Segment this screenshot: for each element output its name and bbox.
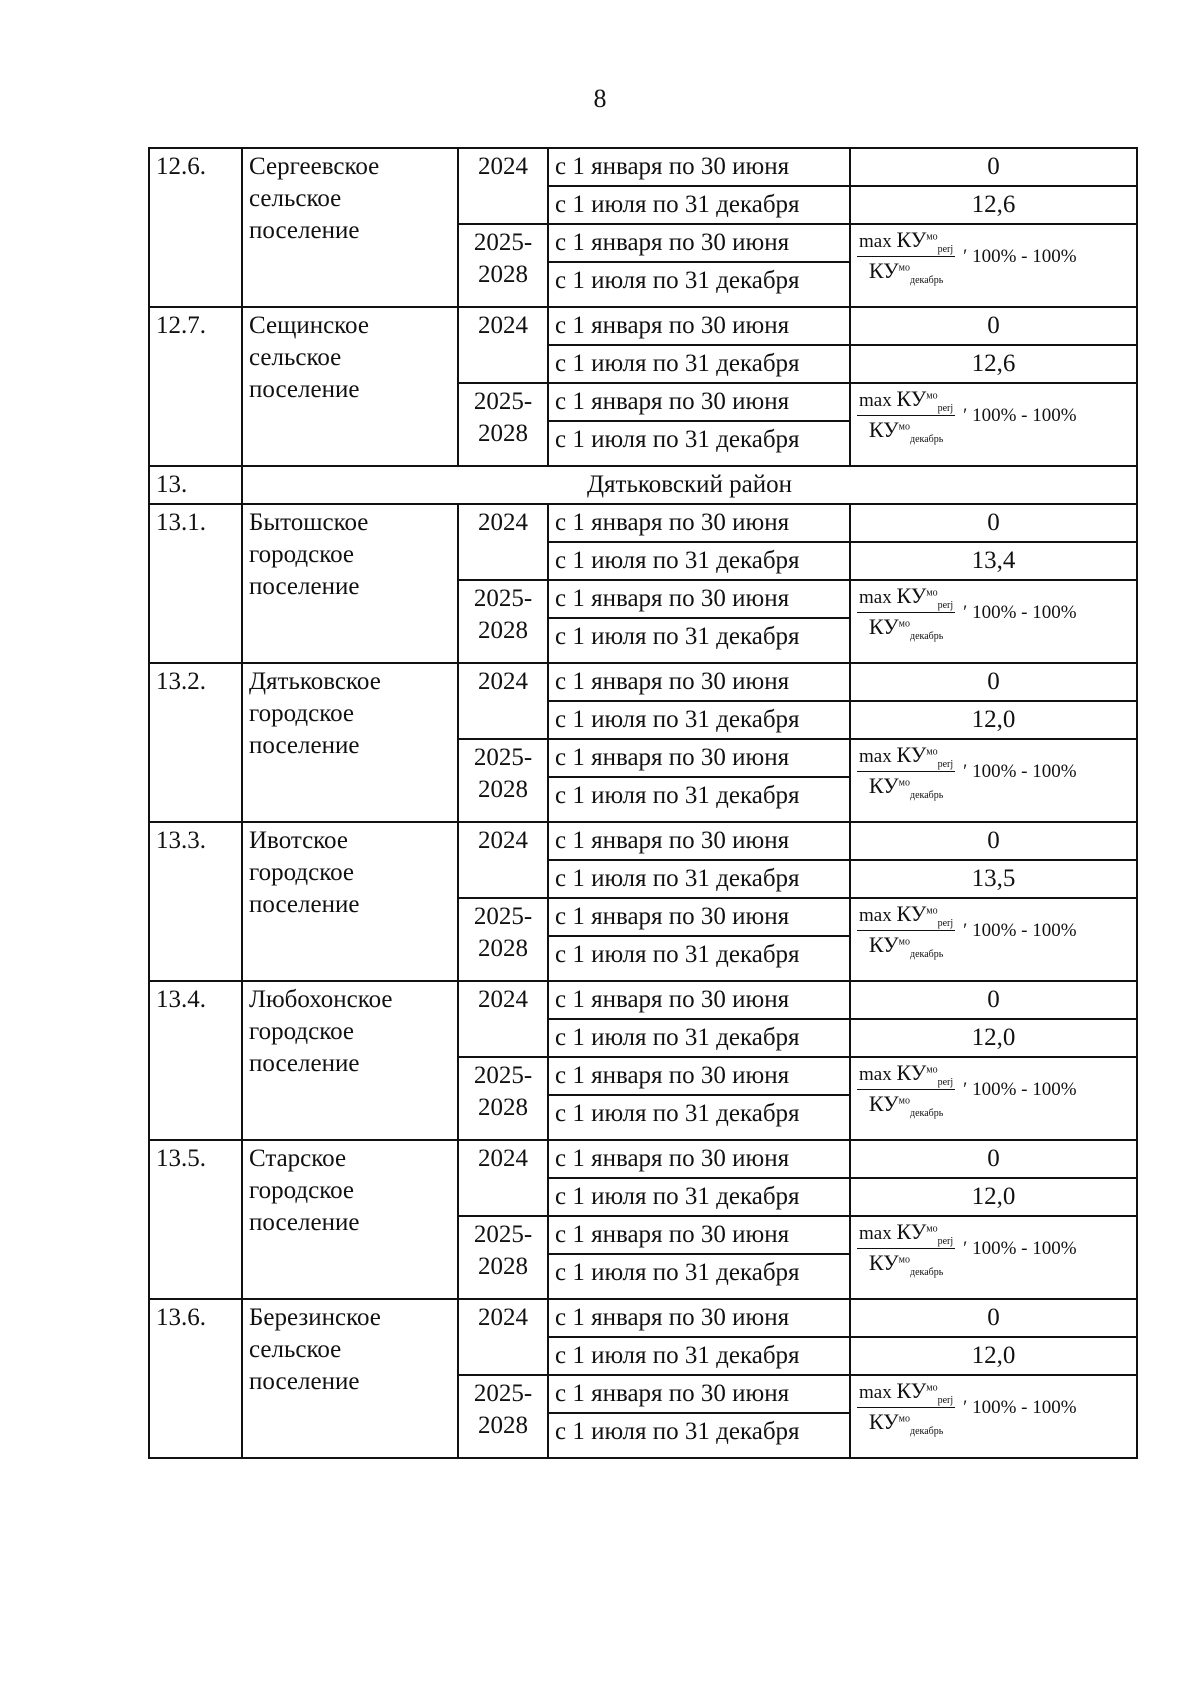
formula-numerator: [857, 227, 955, 257]
period-cell: с 1 января по 30 июня: [548, 898, 850, 936]
settlement-name: Любохонское городское поселение: [242, 981, 458, 1140]
value-cell: 0: [850, 148, 1137, 186]
year-cell: 2024: [458, 148, 548, 224]
settlement-name: Березинское сельское поселение: [242, 1299, 458, 1458]
formula-sup: мо: [926, 231, 938, 243]
formula-ky: КУ: [896, 901, 927, 926]
formula-rest: ′ 100% - 100%: [963, 1078, 1077, 1100]
table-row: [149, 1299, 1137, 1337]
formula-rest: ′ 100% - 100%: [963, 919, 1077, 941]
period-cell: с 1 июля по 31 декабря: [548, 421, 850, 466]
table-row: [149, 822, 1137, 860]
row-number: 12.6.: [149, 148, 242, 307]
formula-max: max: [859, 905, 892, 926]
formula-cell: [850, 224, 1137, 307]
row-number: 13.3.: [149, 822, 242, 981]
formula-max: max: [859, 1064, 892, 1085]
value-cell: 12,0: [850, 1337, 1137, 1375]
formula-fraction: [857, 227, 955, 286]
formula-rest: ′ 100% - 100%: [963, 404, 1077, 426]
formula-sub: perj: [937, 1235, 954, 1247]
value-cell: 12,6: [850, 345, 1137, 383]
formula-sup: мо: [926, 1223, 938, 1235]
year-cell: 2024: [458, 504, 548, 580]
table-body: [149, 148, 1137, 1458]
formula-fraction: [857, 386, 955, 445]
table-row: [149, 504, 1137, 542]
year-cell: 2025- 2028: [458, 580, 548, 663]
formula-ky: КУ: [868, 1091, 899, 1116]
formula-sub: perj: [937, 1394, 954, 1406]
formula-fraction: [857, 742, 955, 801]
year-cell: 2024: [458, 307, 548, 383]
period-cell: с 1 июля по 31 декабря: [548, 1178, 850, 1216]
year-cell: 2025- 2028: [458, 383, 548, 466]
value-cell: 0: [850, 663, 1137, 701]
formula-denominator: [857, 257, 955, 286]
formula-sup: мо: [898, 618, 910, 630]
formula-rest: ′ 100% - 100%: [963, 760, 1077, 782]
formula-rest: ′ 100% - 100%: [963, 245, 1077, 267]
formula-ky: КУ: [896, 386, 927, 411]
formula-ky: КУ: [868, 417, 899, 442]
value-cell: 12,0: [850, 1019, 1137, 1057]
row-number: 13.: [149, 466, 242, 504]
formula-ky: КУ: [896, 1378, 927, 1403]
period-cell: с 1 июля по 31 декабря: [548, 777, 850, 822]
tariff-table: [148, 147, 1138, 1459]
formula-sup: мо: [926, 1064, 938, 1076]
formula-sup: мо: [926, 746, 938, 758]
formula-sub: perj: [937, 599, 954, 611]
year-cell: 2025- 2028: [458, 739, 548, 822]
formula-cell: [850, 739, 1137, 822]
period-cell: с 1 июля по 31 декабря: [548, 542, 850, 580]
formula-sub: декабрь: [909, 948, 944, 960]
value-cell: 12,0: [850, 701, 1137, 739]
row-number: 13.4.: [149, 981, 242, 1140]
formula-fraction: [857, 901, 955, 960]
formula-sup: мо: [898, 936, 910, 948]
formula-sub: декабрь: [909, 1266, 944, 1278]
formula-sub: perj: [937, 243, 954, 255]
formula-ky: КУ: [896, 227, 927, 252]
formula-fraction: [857, 1060, 955, 1119]
value-cell: 12,6: [850, 186, 1137, 224]
period-cell: с 1 июля по 31 декабря: [548, 345, 850, 383]
formula-numerator: [857, 386, 955, 416]
formula-max: max: [859, 1382, 892, 1403]
formula-sub: perj: [937, 402, 954, 414]
year-cell: 2025- 2028: [458, 224, 548, 307]
formula-sup: мо: [898, 777, 910, 789]
period-cell: с 1 января по 30 июня: [548, 981, 850, 1019]
period-cell: с 1 января по 30 июня: [548, 383, 850, 421]
formula-sup: мо: [926, 390, 938, 402]
formula-denominator: [857, 613, 955, 642]
year-cell: 2025- 2028: [458, 1375, 548, 1458]
period-cell: с 1 июля по 31 декабря: [548, 1337, 850, 1375]
formula-fraction: [857, 1378, 955, 1437]
year-cell: 2024: [458, 1140, 548, 1216]
formula-cell: [850, 898, 1137, 981]
formula-numerator: [857, 742, 955, 772]
year-cell: 2025- 2028: [458, 898, 548, 981]
row-number: 12.7.: [149, 307, 242, 466]
value-cell: 0: [850, 981, 1137, 1019]
formula-sub: perj: [937, 758, 954, 770]
settlement-name: Сергеевское сельское поселение: [242, 148, 458, 307]
table-row: [149, 307, 1137, 345]
settlement-name: Сещинское сельское поселение: [242, 307, 458, 466]
formula-denominator: [857, 931, 955, 960]
period-cell: с 1 июля по 31 декабря: [548, 1095, 850, 1140]
formula-cell: [850, 1375, 1137, 1458]
formula-cell: [850, 383, 1137, 466]
row-number: 13.1.: [149, 504, 242, 663]
formula-numerator: [857, 901, 955, 931]
period-cell: с 1 января по 30 июня: [548, 148, 850, 186]
row-number: 13.5.: [149, 1140, 242, 1299]
table-row: [149, 981, 1137, 1019]
table-row: [149, 1140, 1137, 1178]
value-cell: 0: [850, 822, 1137, 860]
formula-ky: КУ: [868, 258, 899, 283]
value-cell: 13,4: [850, 542, 1137, 580]
formula-max: max: [859, 1223, 892, 1244]
year-cell: 2025- 2028: [458, 1216, 548, 1299]
formula-sub: декабрь: [909, 789, 944, 801]
period-cell: с 1 января по 30 июня: [548, 307, 850, 345]
value-cell: 0: [850, 1299, 1137, 1337]
formula-sub: декабрь: [909, 630, 944, 642]
period-cell: с 1 июля по 31 декабря: [548, 186, 850, 224]
formula-sup: мо: [898, 1413, 910, 1425]
row-number: 13.6.: [149, 1299, 242, 1458]
period-cell: с 1 января по 30 июня: [548, 224, 850, 262]
period-cell: с 1 июля по 31 декабря: [548, 701, 850, 739]
formula-ky: КУ: [896, 1060, 927, 1085]
formula-cell: [850, 1057, 1137, 1140]
period-cell: с 1 января по 30 июня: [548, 822, 850, 860]
formula-ky: КУ: [868, 1250, 899, 1275]
year-cell: 2024: [458, 981, 548, 1057]
period-cell: с 1 июля по 31 декабря: [548, 1019, 850, 1057]
table-row: [149, 663, 1137, 701]
formula-max: max: [859, 746, 892, 767]
value-cell: 13,5: [850, 860, 1137, 898]
period-cell: с 1 января по 30 июня: [548, 663, 850, 701]
value-cell: 0: [850, 504, 1137, 542]
formula-max: max: [859, 587, 892, 608]
formula-sup: мо: [898, 1095, 910, 1107]
year-cell: 2024: [458, 663, 548, 739]
period-cell: с 1 января по 30 июня: [548, 1057, 850, 1095]
formula-fraction: [857, 583, 955, 642]
value-cell: 0: [850, 307, 1137, 345]
value-cell: 12,0: [850, 1178, 1137, 1216]
period-cell: с 1 января по 30 июня: [548, 504, 850, 542]
row-number: 13.2.: [149, 663, 242, 822]
formula-cell: [850, 1216, 1137, 1299]
settlement-name: Ивотское городское поселение: [242, 822, 458, 981]
district-row: [149, 466, 1137, 504]
formula-denominator: [857, 1090, 955, 1119]
formula-sub: декабрь: [909, 1107, 944, 1119]
period-cell: с 1 января по 30 июня: [548, 1216, 850, 1254]
formula-ky: КУ: [896, 583, 927, 608]
period-cell: с 1 января по 30 июня: [548, 739, 850, 777]
formula-numerator: [857, 1378, 955, 1408]
formula-sup: мо: [926, 587, 938, 599]
formula-sub: декабрь: [909, 433, 944, 445]
formula-cell: [850, 580, 1137, 663]
formula-sub: perj: [937, 1076, 954, 1088]
table-row: [149, 148, 1137, 186]
period-cell: с 1 июля по 31 декабря: [548, 936, 850, 981]
year-cell: 2025- 2028: [458, 1057, 548, 1140]
formula-ky: КУ: [868, 932, 899, 957]
page-number: 8: [593, 84, 607, 113]
period-cell: с 1 июля по 31 декабря: [548, 1254, 850, 1299]
formula-denominator: [857, 416, 955, 445]
formula-ky: КУ: [896, 742, 927, 767]
formula-sup: мо: [898, 1254, 910, 1266]
period-cell: с 1 января по 30 июня: [548, 1375, 850, 1413]
formula-sup: мо: [926, 1382, 938, 1394]
formula-rest: ′ 100% - 100%: [963, 1237, 1077, 1259]
formula-sub: декабрь: [909, 1425, 944, 1437]
formula-sup: мо: [926, 905, 938, 917]
value-cell: 0: [850, 1140, 1137, 1178]
formula-denominator: [857, 1249, 955, 1278]
period-cell: с 1 июля по 31 декабря: [548, 262, 850, 307]
settlement-name: Бытошское городское поселение: [242, 504, 458, 663]
period-cell: с 1 января по 30 июня: [548, 580, 850, 618]
formula-max: max: [859, 231, 892, 252]
period-cell: с 1 июля по 31 декабря: [548, 618, 850, 663]
period-cell: с 1 июля по 31 декабря: [548, 860, 850, 898]
formula-rest: ′ 100% - 100%: [963, 1396, 1077, 1418]
formula-max: max: [859, 390, 892, 411]
period-cell: с 1 января по 30 июня: [548, 1140, 850, 1178]
formula-denominator: [857, 1408, 955, 1437]
formula-numerator: [857, 1219, 955, 1249]
formula-denominator: [857, 772, 955, 801]
settlement-name: Дятьковское городское поселение: [242, 663, 458, 822]
period-cell: с 1 января по 30 июня: [548, 1299, 850, 1337]
formula-ky: КУ: [868, 1409, 899, 1434]
formula-sup: мо: [898, 421, 910, 433]
formula-ky: КУ: [896, 1219, 927, 1244]
formula-sup: мо: [898, 262, 910, 274]
formula-sub: perj: [937, 917, 954, 929]
year-cell: 2024: [458, 822, 548, 898]
formula-sub: декабрь: [909, 274, 944, 286]
formula-numerator: [857, 1060, 955, 1090]
formula-ky: КУ: [868, 614, 899, 639]
formula-fraction: [857, 1219, 955, 1278]
year-cell: 2024: [458, 1299, 548, 1375]
settlement-name: Старское городское поселение: [242, 1140, 458, 1299]
formula-ky: КУ: [868, 773, 899, 798]
period-cell: с 1 июля по 31 декабря: [548, 1413, 850, 1458]
formula-numerator: [857, 583, 955, 613]
district-name: Дятьковский район: [242, 466, 1137, 504]
formula-rest: ′ 100% - 100%: [963, 601, 1077, 623]
